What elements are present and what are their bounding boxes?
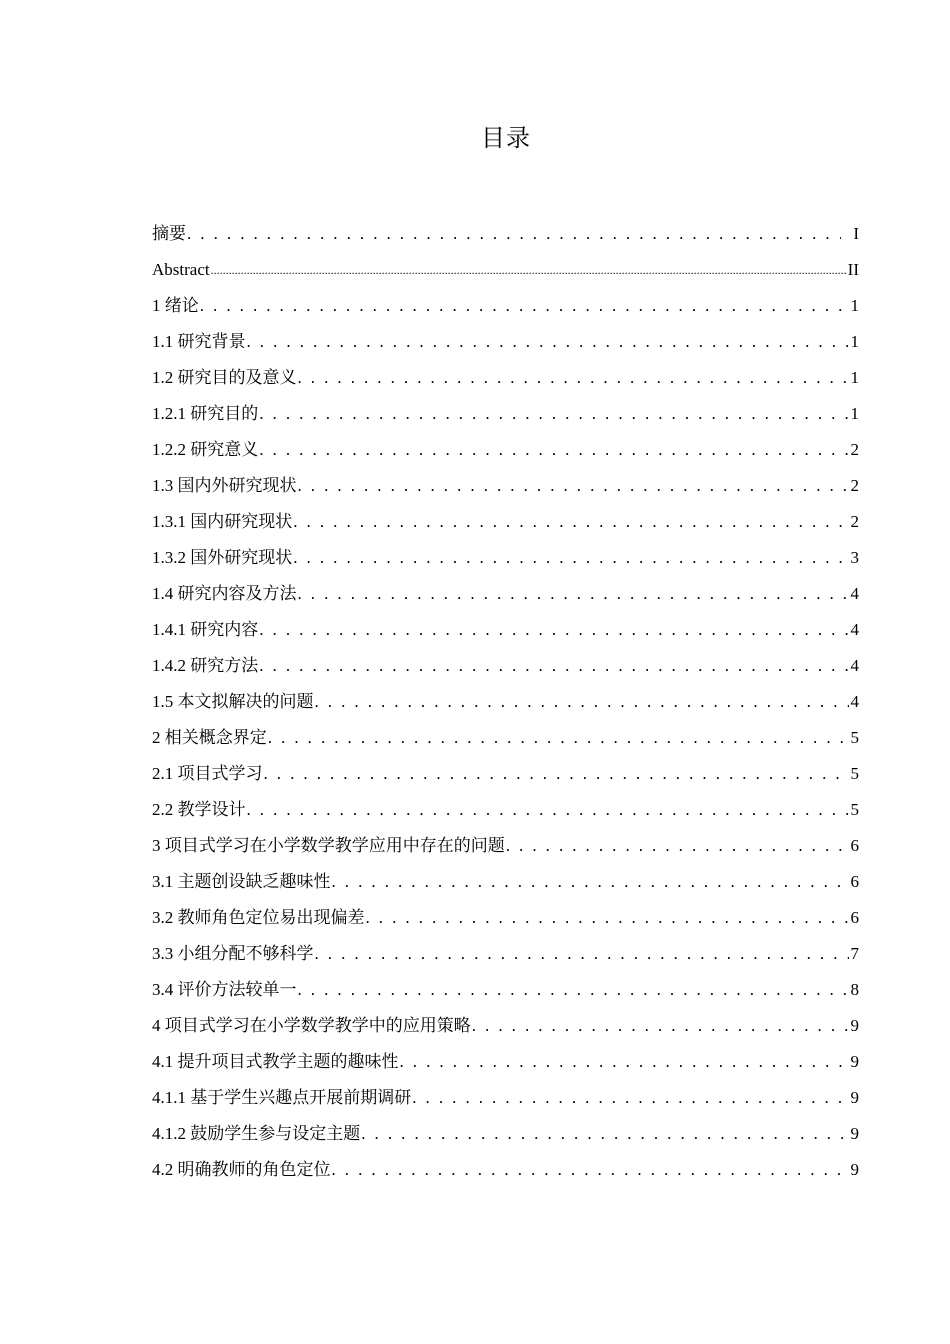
dot-leader: [259, 440, 848, 462]
toc-entry-label: 1.2.2 研究意义: [152, 440, 259, 459]
dot-leader: [259, 404, 848, 426]
toc-entry-label: 4.1.2 鼓励学生参与设定主题: [152, 1124, 361, 1143]
toc-entry-label: 3 项目式学习在小学数学教学应用中存在的问题: [152, 836, 505, 855]
toc-entry-label: 4 项目式学习在小学数学教学中的应用策略: [152, 1016, 471, 1035]
toc-entry[interactable]: [152, 210, 859, 246]
dot-leader: [264, 764, 849, 786]
toc-entry-label: 3.2 教师角色定位易出现偏差: [152, 908, 365, 927]
toc-entry-label: 1.3.2 国外研究现状: [152, 548, 293, 567]
toc-entry-page: I: [853, 224, 859, 243]
dot-leader: [332, 872, 849, 894]
toc-entry-page: 6: [850, 872, 859, 891]
toc-entry-page: 9: [850, 1160, 859, 1179]
toc-entry-page: 1: [850, 296, 859, 315]
toc-entry[interactable]: [152, 930, 859, 966]
toc-entry[interactable]: [152, 246, 859, 282]
toc-entry[interactable]: [152, 1002, 859, 1038]
dot-leader: [506, 836, 849, 858]
toc-entry-page: 4: [850, 656, 859, 675]
toc-entry[interactable]: [152, 750, 859, 786]
toc-entry-page: 1: [850, 368, 859, 387]
toc-entry[interactable]: [152, 462, 859, 498]
dot-leader: [293, 548, 848, 570]
toc-entry-page: 7: [850, 944, 859, 963]
dot-leader: [315, 692, 849, 714]
toc-entry-page: 4: [850, 620, 859, 639]
toc-entry-label: 4.1.1 基于学生兴趣点开展前期调研: [152, 1088, 412, 1107]
dot-leader: [293, 512, 848, 534]
dot-leader: [259, 620, 848, 642]
toc-entry[interactable]: [152, 1038, 859, 1074]
toc-entry[interactable]: [152, 714, 859, 750]
toc-entry-label: Abstract: [152, 260, 210, 279]
toc-entry-label: 2.1 项目式学习: [152, 764, 263, 783]
toc-entry[interactable]: [152, 678, 859, 714]
toc-list: [152, 210, 859, 1182]
dot-leader: [247, 332, 849, 354]
toc-entry-label: 1.4 研究内容及方法: [152, 584, 297, 603]
dot-leader: [298, 476, 849, 498]
dot-leader: [400, 1052, 849, 1074]
toc-title: 目录: [481, 124, 531, 152]
toc-entry-label: 4.2 明确教师的角色定位: [152, 1160, 331, 1179]
toc-entry[interactable]: [152, 282, 859, 318]
toc-entry-page: 5: [850, 764, 859, 783]
dot-leader: [298, 368, 849, 390]
toc-entry[interactable]: [152, 822, 859, 858]
toc-entry-label: 摘要: [152, 224, 186, 243]
toc-entry-label: 1.2 研究目的及意义: [152, 368, 297, 387]
toc-entry-label: 1 绪论: [152, 296, 199, 315]
toc-entry[interactable]: [152, 354, 859, 390]
toc-entry-label: 3.4 评价方法较单一: [152, 980, 297, 999]
toc-entry-label: 3.1 主题创设缺乏趣味性: [152, 872, 331, 891]
toc-entry[interactable]: [152, 318, 859, 354]
toc-entry-label: 2.2 教学设计: [152, 800, 246, 819]
toc-entry[interactable]: [152, 426, 859, 462]
toc-entry[interactable]: [152, 894, 859, 930]
dot-leader: [361, 1124, 848, 1146]
toc-entry-page: 2: [850, 512, 859, 531]
dot-leader: [247, 800, 849, 822]
toc-entry[interactable]: [152, 1110, 859, 1146]
toc-entry-page: 2: [850, 476, 859, 495]
toc-entry[interactable]: [152, 1074, 859, 1110]
toc-entry-label: 2 相关概念界定: [152, 728, 267, 747]
toc-entry-label: 1.3 国内外研究现状: [152, 476, 297, 495]
dot-leader: [472, 1016, 849, 1038]
toc-entry-page: 6: [850, 908, 859, 927]
toc-entry-page: 1: [850, 332, 859, 351]
dot-leader: [366, 908, 849, 930]
dot-leader: [268, 728, 849, 750]
dot-leader: [315, 944, 849, 966]
toc-entry[interactable]: [152, 606, 859, 642]
toc-entry-page: 5: [850, 728, 859, 747]
toc-entry-page: 4: [850, 584, 859, 603]
toc-entry[interactable]: [152, 570, 859, 606]
toc-entry-page: 5: [850, 800, 859, 819]
toc-entry-page: II: [847, 260, 859, 279]
toc-entry[interactable]: [152, 642, 859, 678]
dot-leader: [298, 584, 849, 606]
dot-leader: [259, 656, 848, 678]
toc-entry-label: 4.1 提升项目式教学主题的趣味性: [152, 1052, 399, 1071]
toc-entry-page: 9: [850, 1088, 859, 1107]
dot-leader: [211, 260, 846, 282]
toc-entry[interactable]: [152, 534, 859, 570]
toc-entry-label: 1.3.1 国内研究现状: [152, 512, 293, 531]
toc-entry-label: 1.4.2 研究方法: [152, 656, 259, 675]
toc-entry-page: 8: [850, 980, 859, 999]
dot-leader: [332, 1160, 849, 1182]
toc-entry-label: 1.2.1 研究目的: [152, 404, 259, 423]
toc-entry-label: 1.5 本文拟解决的问题: [152, 692, 314, 711]
toc-entry-page: 9: [850, 1124, 859, 1143]
toc-entry[interactable]: [152, 498, 859, 534]
toc-entry[interactable]: [152, 786, 859, 822]
dot-leader: [412, 1088, 848, 1110]
toc-entry[interactable]: [152, 1146, 859, 1182]
toc-entry[interactable]: [152, 858, 859, 894]
toc-entry-page: 9: [850, 1052, 859, 1071]
toc-entry[interactable]: [152, 390, 859, 426]
dot-leader: [200, 296, 849, 318]
toc-entry-page: 2: [850, 440, 859, 459]
toc-entry-page: 3: [850, 548, 859, 567]
toc-entry-page: 4: [850, 692, 859, 711]
toc-entry-label: 1.4.1 研究内容: [152, 620, 259, 639]
toc-entry-page: 9: [850, 1016, 859, 1035]
toc-entry-page: 6: [850, 836, 859, 855]
dot-leader: [187, 224, 841, 246]
toc-entry-label: 3.3 小组分配不够科学: [152, 944, 314, 963]
toc-entry-label: 1.1 研究背景: [152, 332, 246, 351]
toc-entry-page: 1: [850, 404, 859, 423]
toc-entry[interactable]: [152, 966, 859, 1002]
dot-leader: [298, 980, 849, 1002]
